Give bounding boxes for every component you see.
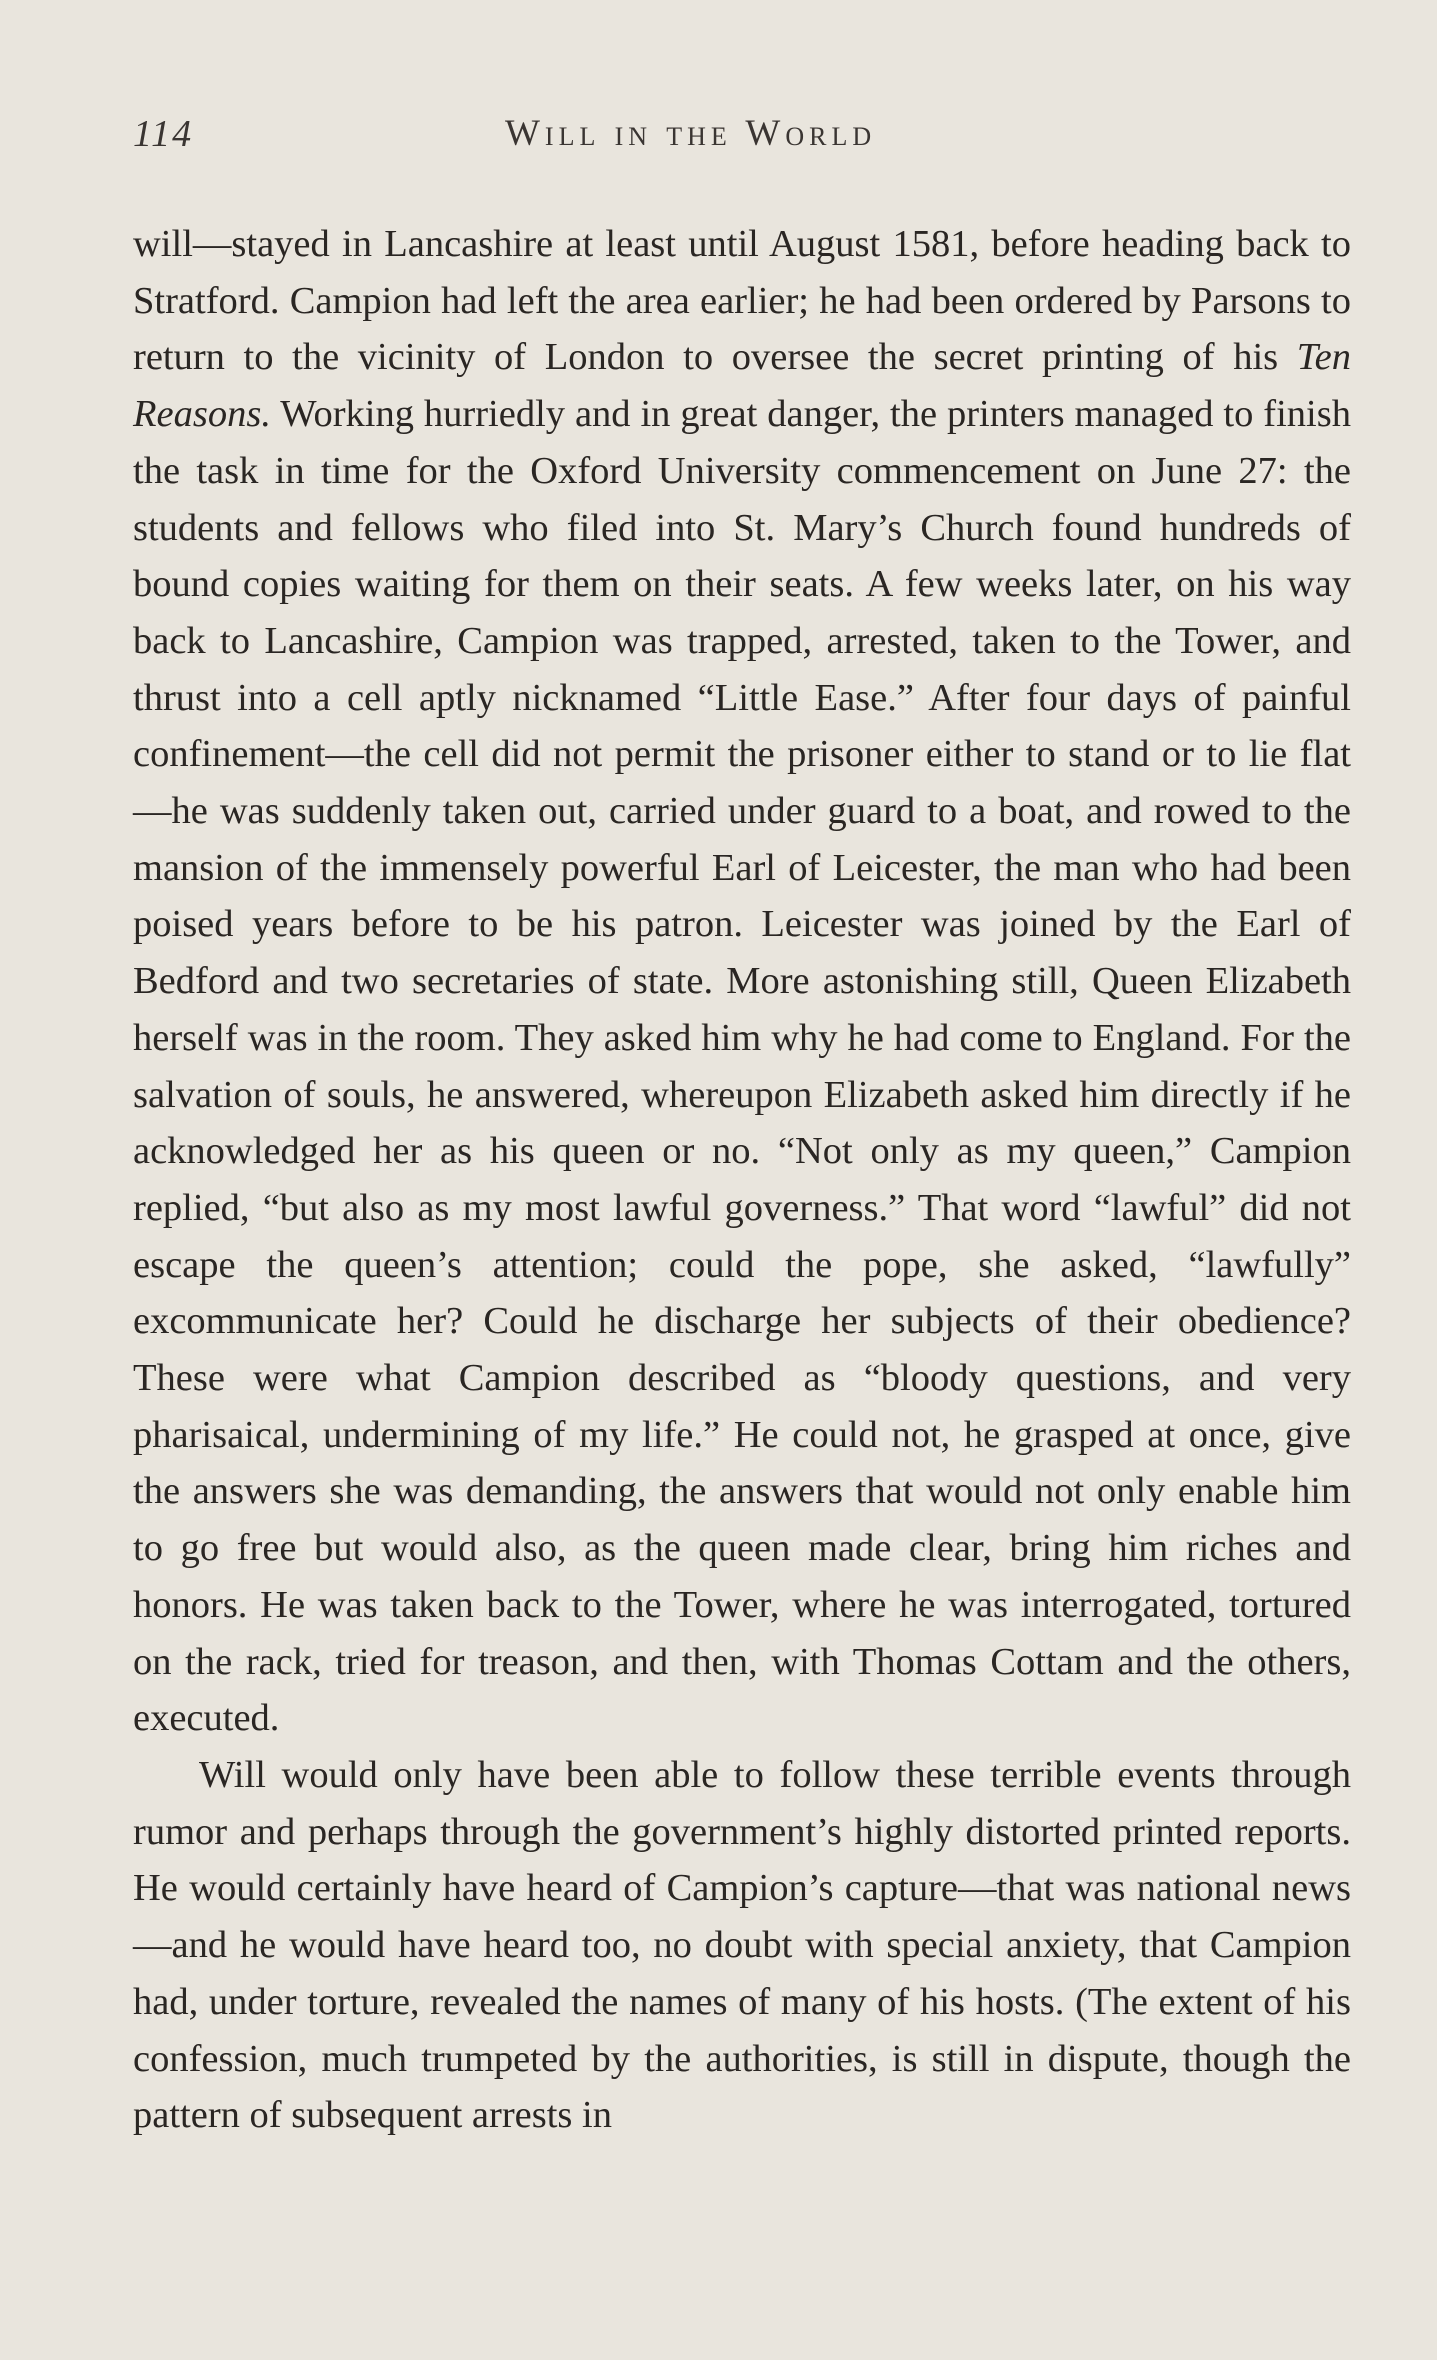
paragraph-1-continued: Working hurriedly and in great danger, the printers managed to finish the task in time for the Oxford University commencement on June 27: the students and fellows who filed into St. Mary’s Church found hundreds of bound copies waiting for them on their seats. A few weeks later, on his way back to Lancashire, Campion was trapped, arrested, taken to the Tower, and thrust into a cell aptly nicknamed “Little Ease.” After four days of painful confinement—the cell did not permit the prisoner either to stand or to lie flat—he was suddenly taken out, carried under guard to a boat, and rowed to the mansion of the immensely powerful Earl of Leicester, the man who had been poised years before to be his patron. Leicester was joined by the Earl of Bedford and two secretaries of state. More astonishing still, Queen Elizabeth herself was in the room. They asked him why he had come to England. For the salvation of souls, he answered, whereupon Elizabeth asked him directly if he acknowledged her as his queen or no. “Not only as my queen,” Campion replied, “but also as my most lawful governess.” That word “lawful” did not escape the queen’s attention; could the pope, she asked, “lawfully” excommunicate her? Could he discharge her subjects of their obedience? These were what Campion described as “bloody questions, and very pharisaical, undermining of my life.” He could not, he grasped at once, give the answers she was demanding, the answers that would not only enable him to go free but would also, as the queen made clear, bring him riches and honors. He was taken back to the Tower, where he was interrogated, tortured on the rack, tried for treason, and then, with Thomas Cottam and the others, executed. (133, 393, 1351, 1740)
running-head (133, 112, 1351, 162)
body-text (133, 216, 1351, 2144)
book-title: Will in the World (505, 113, 877, 154)
paragraph-1-text: will—stayed in Lancashire at least until August 1581, before heading back to Stratford. Campion had left the area earlier; he had been ordered by Parsons to return to the vicinity of London to oversee the secret printing of his (133, 223, 1351, 379)
book-title-italic: Ten Reasons. (133, 336, 1351, 436)
page-number: 114 (133, 113, 194, 155)
paragraph-2: Will would only have been able to follow these terrible events through rumor and perhaps through the government’s highly distorted printed reports. He would certainly have heard of Campion’s capture—that was national news—and he would have heard too, no doubt with special anxiety, that Campion had, under torture, revealed the names of many of his hosts. (The extent of his confession, much trumpeted by the authorities, is still in dispute, though the pattern of subsequent arrests in (133, 1753, 1351, 2137)
paragraph-1 (133, 216, 1351, 1747)
